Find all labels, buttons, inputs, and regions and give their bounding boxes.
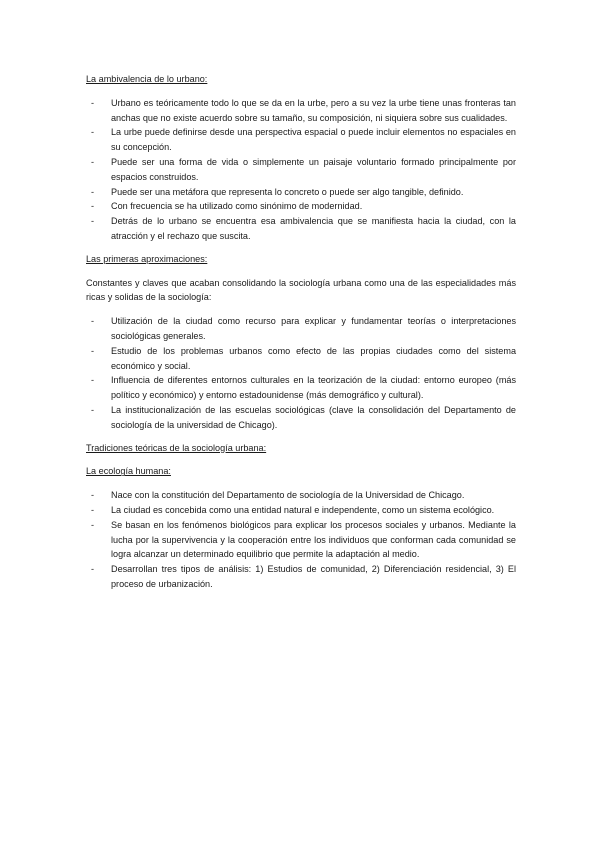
section-heading-ecologia: La ecología humana: — [86, 466, 171, 477]
list-item: - La ciudad es concebida como una entidad natural e independente, como un sistema ecológico. — [86, 503, 516, 518]
ecologia-list — [86, 488, 516, 592]
list-item: - Desarrollan tres tipos de análisis: 1) Estudios de comunidad, 2) Diferenciación residencial, 3) El proceso de urbanización. — [86, 562, 516, 592]
list-item: - Con frecuencia se ha utilizado como sinónimo de modernidad. — [86, 199, 516, 214]
list-item: - Urbano es teóricamente todo lo que se da en la urbe, pero a su vez la urbe tiene unas fronteras tan anchas que no existe acuerdo sobre su tamaño, su composición, ni siquiera sobre sus cualidades. — [86, 96, 516, 126]
list-item: - Nace con la constitución del Departamento de sociología de la Universidad de Chicago. — [86, 488, 516, 503]
aproximaciones-list — [86, 314, 516, 432]
aproximaciones-intro: Constantes y claves que acaban consolidando la sociología urbana como una de las especialidades más ricas y solidas de la sociología: — [86, 277, 516, 303]
list-item: - La urbe puede definirse desde una perspectiva espacial o puede incluir elementos no espaciales en su concepción. — [86, 125, 516, 155]
list-item: - Se basan en los fenómenos biológicos para explicar los procesos sociales y urbanos. Mediante la lucha por la supervivencia y la cooperación entre los individuos que conforman cada comunidad se logra alcanzar un determinado equilibrio que permite la adaptación al medio. — [86, 518, 516, 562]
ambivalencia-list — [86, 96, 516, 244]
section-heading-aproximaciones: Las primeras aproximaciones: — [86, 253, 208, 264]
list-item: - La institucionalización de las escuelas sociológicas (clave la consolidación del Departamento de sociología de la universidad de Chicago). — [86, 403, 516, 433]
list-item: - Utilización de la ciudad como recurso para explicar y fundamentar teorías o interpretaciones sociológicas generales. — [86, 314, 516, 344]
list-item: - Puede ser una metáfora que representa lo concreto o puede ser algo tangible, definido. — [86, 185, 516, 200]
list-item: - Puede ser una forma de vida o simplemente un paisaje voluntario formado principalmente por espacios construidos. — [86, 155, 516, 185]
list-item: - Influencia de diferentes entornos culturales en la teorización de la ciudad: entorno europeo (más político y económico) y entorno estadounidense (más demográfico y cultural). — [86, 373, 516, 403]
list-item: - Estudio de los problemas urbanos como efecto de las propias ciudades como del sistema económico y social. — [86, 344, 516, 374]
list-item: - Detrás de lo urbano se encuentra esa ambivalencia que se manifiesta hacia la ciudad, con la atracción y el rechazo que suscita. — [86, 214, 516, 244]
document-page — [86, 72, 516, 600]
section-heading-tradiciones: Tradiciones teóricas de la sociología urbana: — [86, 442, 267, 453]
section-heading-ambivalencia: La ambivalencia de lo urbano: — [86, 74, 208, 84]
